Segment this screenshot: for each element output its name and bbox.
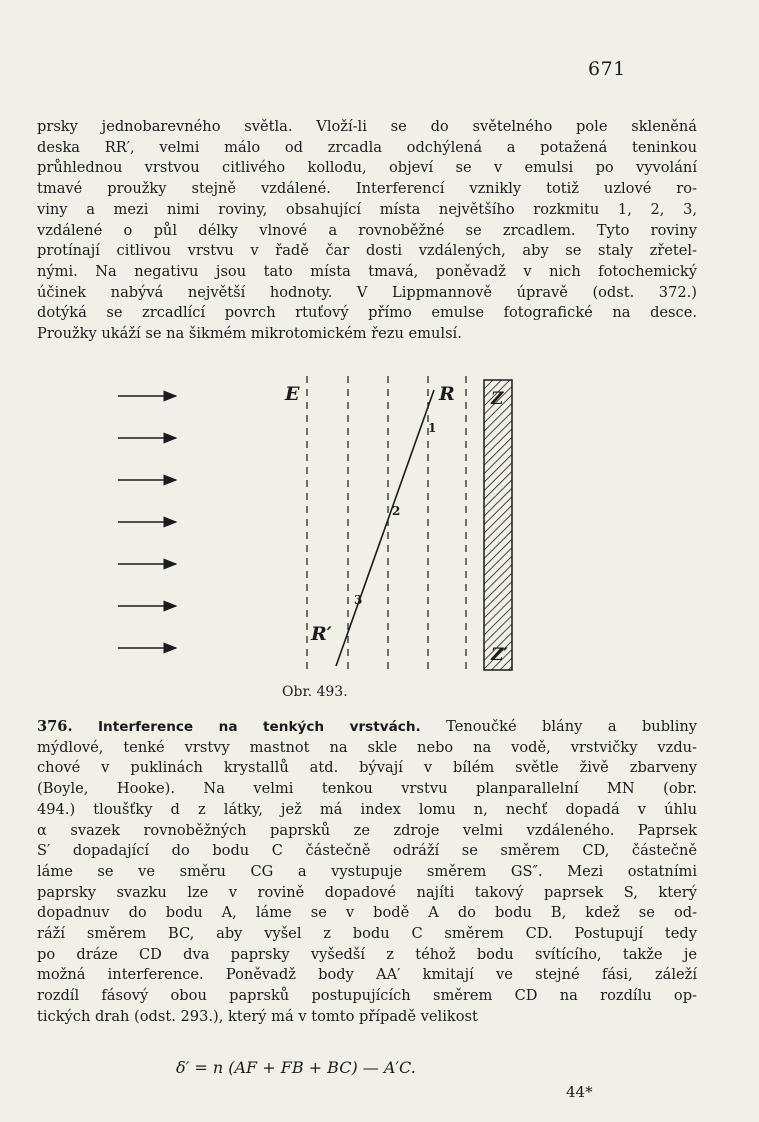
mirror-z (484, 380, 512, 670)
label-z-top: Z (491, 389, 504, 409)
text-line: chové v puklinách krystallů atd. bývají v bílém světle živě zbarveny (37, 759, 697, 777)
text-line: průhlednou vrstvou citlivého kollodu, objeví se v emulsi po vyvolání (37, 159, 697, 177)
label-r-prime: R′ (311, 623, 332, 645)
text-line: α svazek rovnoběžných paprsků ze zdroje velmi vzdáleného. Paprsek (37, 821, 697, 839)
text-line: rozdíl fásový obou paprsků postupujících směrem CD na rozdílu op- (37, 987, 697, 1005)
text-line: prsky jednobarevného světla. Vloží-li se do světelného pole skleněná (37, 118, 697, 135)
text-line: viny a mezi nimi roviny, obsahující místa největšího rozkmitu 1, 2, 3, (37, 200, 697, 218)
section-number: 376. (37, 718, 73, 735)
equation: δ′ = n (AF + FB + BC) — A′C. (176, 1058, 416, 1077)
label-2: 2 (392, 504, 401, 518)
text-line: tických drah (odst. 293.), který má v tomto případě velikost (37, 1007, 478, 1025)
label-3: 3 (354, 593, 363, 607)
section-376 (37, 717, 697, 1028)
section-title: Interference na tenkých vrstvách. (97, 719, 421, 735)
signature-mark: 44* (566, 1083, 593, 1101)
text-line: ráží směrem BC, aby vyšel z bodu C směrem CD. Postupují tedy (37, 925, 697, 943)
text-line: (Boyle, Hooke). Na velmi tenkou vrstvu planparallelní MN (obr. (37, 780, 697, 798)
figure-493 (110, 372, 530, 672)
label-e: E (285, 383, 300, 405)
text-line: tmavé proužky stejně vzdálené. Interferencí vznikly totiž uzlové ro- (37, 180, 697, 198)
figure-caption: Obr. 493. (282, 684, 348, 700)
label-1: 1 (428, 421, 437, 435)
text-line: vzdálené o půl délky vlnové a rovnoběžné se zrcadlem. Tyto roviny (37, 221, 697, 239)
label-r: R (439, 383, 455, 405)
text-line: účinek nabývá největší hodnoty. V Lippmannově úpravě (odst. 372.) (37, 283, 697, 301)
interference-diagram (110, 372, 530, 672)
text-line: S′ dopadající do bodu C částečně odráží se směrem CD, částečně (37, 842, 697, 860)
section-heading-line (37, 717, 697, 738)
text-line: 494.) tloušťky d z látky, jež má index lomu n, nechť dopadá v úhlu (37, 800, 697, 818)
glass-plate-line (336, 390, 437, 666)
label-z-bottom: Z′ (491, 645, 508, 665)
text-line: dotýká se zrcadlící povrch rtuťový přímo emulse fotografické na desce. (37, 304, 697, 322)
text-line: protínají citlivou vrstvu v řadě čar dosti vzdálených, aby se staly zřetel- (37, 242, 697, 260)
text-line: mýdlové, tenké vrstvy mastnot na skle nebo na vodě, vrstvičky vzdu- (37, 738, 697, 756)
text-line: Proužky ukáží se na šikmém mikrotomickém řezu emulsí. (37, 325, 462, 343)
incoming-light-arrows (118, 396, 176, 648)
paragraph-top (37, 117, 697, 345)
text-line: láme se ve směru CG a vystupuje směrem GS″. Mezi ostatními (37, 862, 697, 880)
section-first-line: Tenoučké blány a bubliny (446, 718, 698, 735)
text-line: paprsky svazku lze v rovině dopadové najíti takový paprsek S, který (37, 883, 697, 901)
text-line: možná interference. Poněvadž body AA′ kmitají ve stejné fási, záleží (37, 966, 697, 984)
text-line: po dráze CD dva paprsky vyšedší z téhož bodu svítícího, takže je (37, 945, 697, 963)
text-line: dopadnuv do bodu A, láme se v bodě A do bodu B, kdež se od- (37, 904, 697, 922)
text-line: nými. Na negativu jsou tato místa tmavá, poněvadž v nich fotochemický (37, 262, 697, 280)
text-line: deska RR′, velmi málo od zrcadla odchýlená a potažená teninkou (37, 138, 697, 156)
page-number: 671 (588, 58, 626, 80)
